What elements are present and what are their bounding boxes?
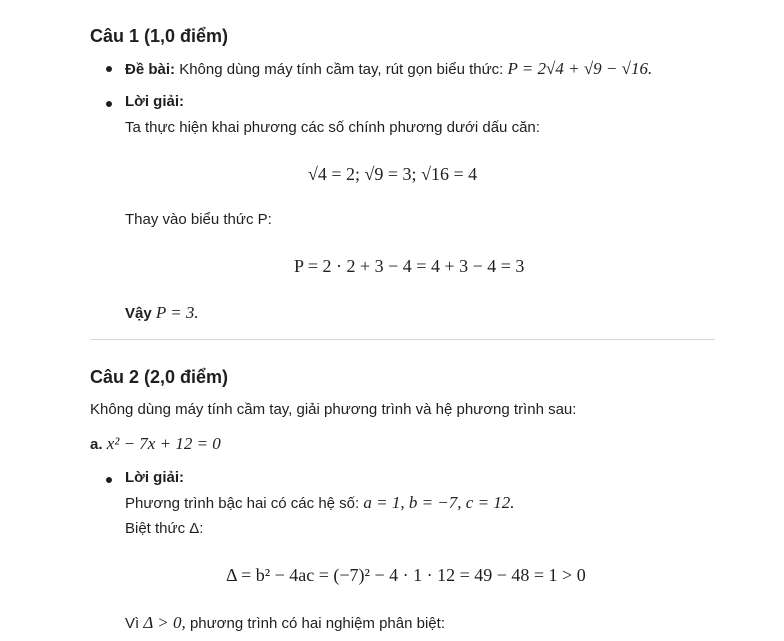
section-divider: [90, 339, 715, 340]
q1-conclusion: [125, 303, 199, 323]
q1-title: Câu 1 (1,0 điểm): [90, 26, 229, 46]
q2-since-rest: phương trình có hai nghiệm phân biệt:: [189, 615, 445, 632]
q2-part-a: [90, 434, 221, 454]
q1-solution-intro: Ta thực hiện khai phương các số chính phương dưới dấu căn:: [125, 119, 540, 136]
q1-task-text: Không dùng máy tính cầm tay, rút gọn biểu thức:: [179, 61, 504, 78]
q2-coef-expr: a = 1, b = −7, c = 12.: [363, 493, 515, 512]
q1-task: [125, 59, 652, 79]
q2-display-discriminant: Δ = b² − 4ac = (−7)² − 4 · 1 · 12 = 49 − 48 = 1 > 0: [226, 565, 586, 585]
bullet-dot: [106, 101, 112, 107]
q1-display-roots: √4 = 2; √9 = 3; √16 = 4: [308, 164, 478, 184]
bullet-dot: [106, 477, 112, 483]
q2-since: [125, 613, 445, 633]
q1-solution-label: Lời giải:: [125, 93, 184, 110]
q1-conclusion-expr: P = 3.: [155, 303, 199, 322]
q2-intro: Không dùng máy tính cầm tay, giải phương trình và hệ phương trình sau:: [90, 401, 577, 418]
q2-part-a-label: a.: [90, 436, 103, 453]
q1-task-expr: P = 2√4 + √9 − √16.: [507, 59, 653, 78]
q2-title: Câu 2 (2,0 điểm): [90, 367, 229, 387]
q2-part-a-expr: x² − 7x + 12 = 0: [106, 434, 221, 453]
q1-conclusion-label: Vậy: [125, 305, 152, 322]
q1-display-result: P = 2 · 2 + 3 − 4 = 4 + 3 − 4 = 3: [294, 256, 525, 276]
q2-discriminant-text: Biệt thức Δ:: [125, 520, 204, 537]
q1-task-label: Đề bài:: [125, 61, 176, 78]
q2-since-expr: Δ > 0,: [143, 613, 186, 632]
q2-solution-label: Lời giải:: [125, 469, 184, 486]
q2-coef-text: Phương trình bậc hai có các hệ số:: [125, 495, 360, 512]
q2-coefficients: [125, 493, 515, 513]
q2-since-text: Vì: [125, 615, 140, 632]
q1-substitute-text: Thay vào biểu thức P:: [125, 211, 272, 228]
bullet-dot: [106, 66, 112, 72]
